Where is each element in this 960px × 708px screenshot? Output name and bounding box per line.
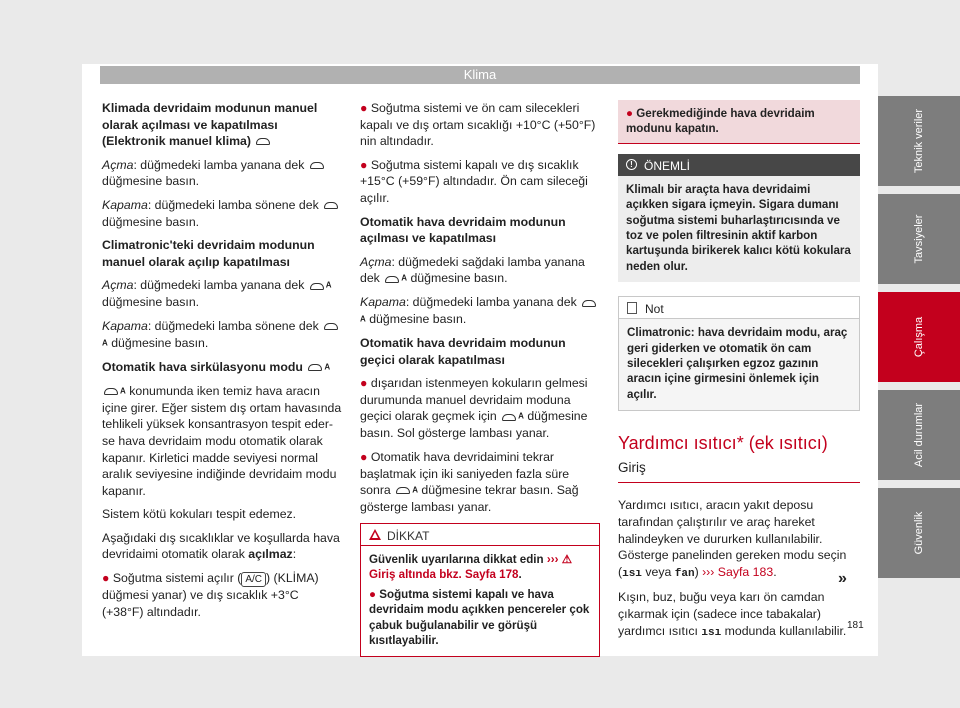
important-header: ! ÖNEMLİ <box>618 154 860 176</box>
heading-climatronic: Climatronic'teki devridaim modunun manuel olarak açılıp kapatılması <box>102 238 315 269</box>
tab-teknik-veriler[interactable]: Teknik veriler <box>878 96 960 186</box>
paragraph: Kışın, buz, buğu veya karı ön camdan çıkarmak için (sadece ince tabakalar) yardımcı ısıtıcı ısı modunda kullanılabilir. <box>618 590 847 639</box>
paragraph: Kapama: düğmedeki lamba sönene dek A düğmesine basın. <box>102 318 342 352</box>
recirc-auto-icon <box>396 487 410 494</box>
recirc-auto-icon <box>385 276 399 283</box>
warning-header: DİKKAT <box>361 524 599 546</box>
bullet-item: ● Soğutma sistemi kapalı ve dış sıcaklık +15°C (+59°F) altındadır. Ön cam sileceği açılır. <box>360 157 588 205</box>
note-icon <box>627 302 637 314</box>
column-1 <box>102 100 342 627</box>
column-2 <box>360 100 600 657</box>
section-title: Yardımcı ısıtıcı* (ek ısıtıcı) <box>618 433 828 454</box>
ac-key: A/C <box>241 572 266 587</box>
note-header: Not <box>619 297 859 319</box>
recirc-icon <box>324 202 338 209</box>
page-link[interactable]: Sayfa 183 <box>717 564 774 579</box>
heading-manual-recirc: Klimada devridaim modunun manuel olarak açılması ve kapatılması (Elektronik manuel klima) <box>102 101 318 149</box>
bullet-item: ● Otomatik hava devridaimini tekrar başlatmak için iki saniyeden fazla süre sonra A düğmesine tekrar basın. Sağ gösterge lambası yanar. <box>360 450 579 515</box>
bullet-item: ● dışarıdan istenmeyen kokuların gelmesi durumunda manuel devridaim moduna geçici olarak geçmek için A düğmesine basın. Sol gösterge lambası yanar. <box>360 376 588 441</box>
recirc-auto-icon <box>324 323 338 330</box>
info-circle-icon: ! <box>626 159 637 170</box>
warning-icon <box>369 529 381 540</box>
bullet-item: ● Soğutma sistemi açılır ( A/C ) (KLİMA) düğmesi yanar) ve dış sıcaklık +3°C (+38°F) altındadır. <box>102 571 319 619</box>
warning-box <box>360 523 600 657</box>
paragraph: Kapama: düğmedeki lamba yanana dek A düğmesine basın. <box>360 294 600 328</box>
paragraph: Sistem kötü kokuları tespit edemez. <box>102 507 297 522</box>
recirc-icon <box>310 162 324 169</box>
section-subtitle: Giriş <box>618 460 860 484</box>
heading-auto-on-off: Otomatik hava devridaim modunun açılması ve kapatılması <box>360 214 566 246</box>
recirc-auto-icon <box>104 388 118 395</box>
note-box <box>618 296 860 411</box>
next-page-icon[interactable]: » <box>838 570 847 587</box>
tab-acil-durumlar[interactable]: Acil durumlar <box>878 390 960 480</box>
heading-temporary-off: Otomatik hava devridaim modunun geçici olarak kapatılması <box>360 336 566 367</box>
recirc-auto-icon <box>308 364 322 371</box>
paragraph: Açma: düğmedeki lamba yanana dek A düğmesine basın. <box>102 278 332 310</box>
paragraph: Açma: düğmedeki sağdaki lamba yanana dek A düğmesine basın. <box>360 254 585 286</box>
recirc-icon <box>310 283 324 290</box>
recirc-auto-icon <box>582 300 596 307</box>
column-3 <box>618 100 860 648</box>
heading-auto-recirc: Otomatik hava sirkülasyonu modu A <box>102 359 331 374</box>
warning-link[interactable]: Giriş altında bkz. Sayfa 178 <box>369 568 519 582</box>
paragraph: Yardımcı ısıtıcı, aracın yakıt deposu tarafından çalıştırılır ve araç hareket halindeyken ve dururken kullanılabilir. Gösterge panelinden gereken modu seçin (ısı veya fan) ››› Sayfa 183. <box>618 498 847 580</box>
warning-body: Güvenlik uyarılarına dikkat edin ››› ⚠ Giriş altında bkz. Sayfa 178. ● Soğutma sistemi kapalı ve hava devridaim modu açıkken pencereler çok çabuk buğulanabilir ve görüşü kısıtlayabilir. <box>369 552 590 647</box>
caution-bullet-box: ● Gerekmediğinde hava devridaim modunu kapatın. <box>618 100 860 144</box>
page-number: 181 <box>847 620 864 631</box>
paragraph: Kapama: düğmedeki lamba sönene dek düğmesine basın. <box>102 197 342 230</box>
important-box <box>618 154 860 282</box>
note-body: Climatronic: hava devridaim modu, araç geri giderken ve otomatik ön cam silecekleri çalışırken egzoz gazının aracın içine girmesini önlemek için açılır. <box>627 326 848 401</box>
tab-calisma[interactable]: Çalışma <box>878 292 960 382</box>
tab-guvenlik[interactable]: Güvenlik <box>878 488 960 578</box>
recirc-icon <box>256 138 270 145</box>
paragraph: A konumunda iken temiz hava aracın içine girer. Eğer sistem dış ortam havasında tehlikeli yüksek konsantrasyon tespit eder-se hava devridaim modu otomatik olarak kapanır. Kirletici madde seviyesi normal aralık seviyesine indiğinde devridaim modu kapanır. <box>102 383 342 498</box>
paragraph: Aşağıdaki dış sıcaklıklar ve koşullarda hava devridaimi otomatik olarak açılmaz: <box>102 530 340 562</box>
bullet-item: ● Soğutma sistemi ve ön cam silecekleri kapalı ve dış ortam sıcaklığı +10°C (+50°F) nin altındadır. <box>360 101 596 149</box>
tab-tavsiyeler[interactable]: Tavsiyeler <box>878 194 960 284</box>
recirc-auto-icon <box>502 414 516 421</box>
important-body: Klimalı bir araçta hava devridaimi açıkken sigara içmeyin. Sigara dumanı soğutma sistemi buharlaştırıcısında ve toz ve polen filtresinin aktif karbon kartuşunda birikerek kalıcı kötü kokulara neden olur. <box>626 182 851 273</box>
page-header: Klima <box>100 66 860 84</box>
paragraph: Açma: düğmedeki lamba yanana dek düğmesine basın. <box>102 157 342 190</box>
